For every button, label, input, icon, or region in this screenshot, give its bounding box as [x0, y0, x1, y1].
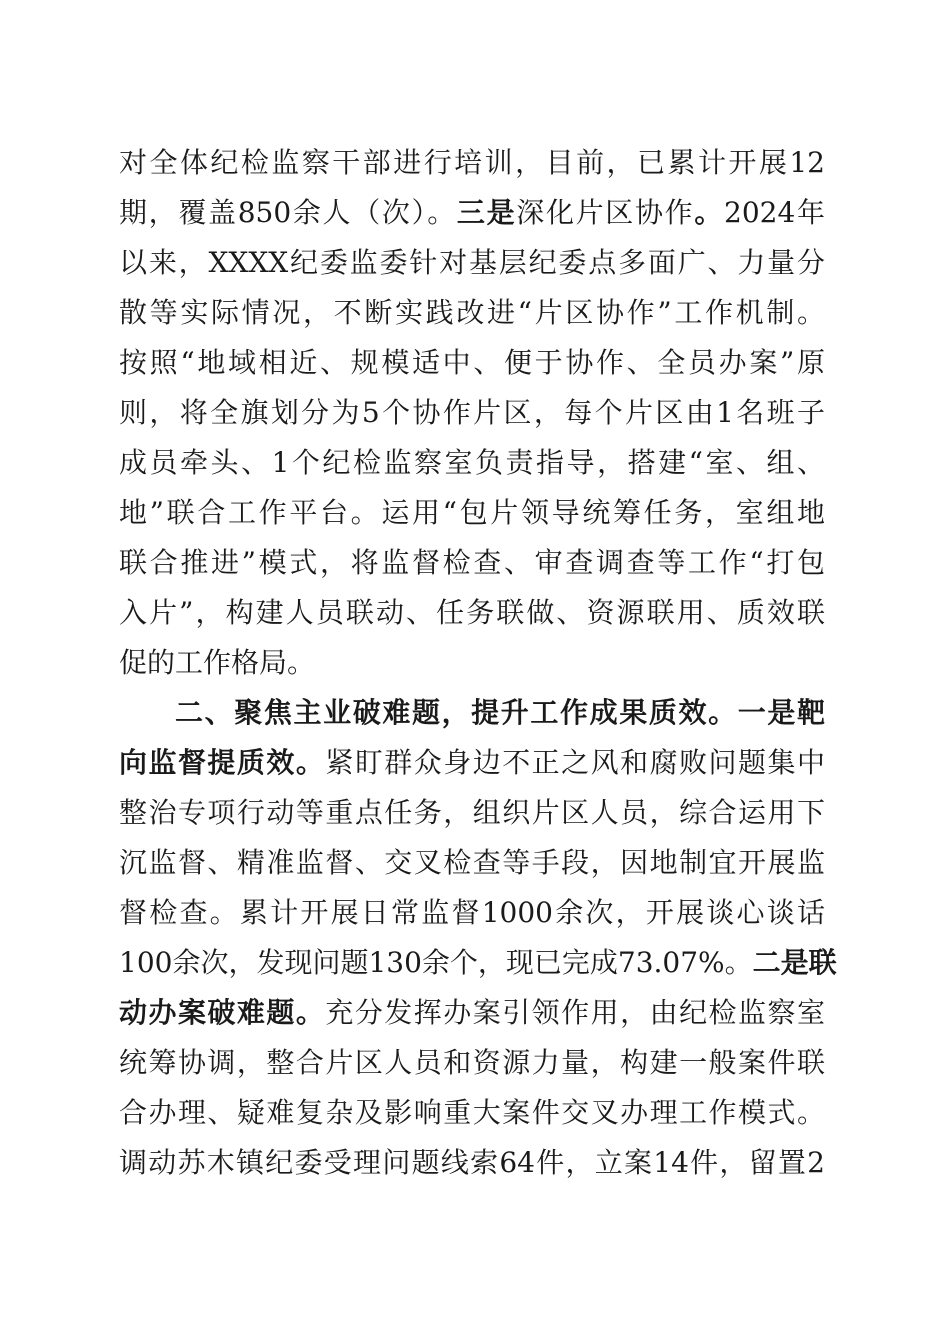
text-line: 动办案破难题。充分发挥办案引领作用，由纪检监察室 — [119, 996, 825, 1029]
text-line: 散等实际情况，不断实践改进“片区协作”工作机制。 — [119, 296, 825, 329]
text-line: 促的工作格局。 — [119, 646, 316, 679]
text-line: 地”联合工作平台。运用“包片领导统筹任务，室组地 — [119, 496, 825, 529]
text-line: 整治专项行动等重点任务，组织片区人员，综合运用下 — [119, 796, 825, 829]
text-line: 按照“地域相近、规模适中、便于协作、全员办案”原 — [119, 346, 825, 379]
text-line: 向监督提质效。紧盯群众身边不正之风和腐败问题集中 — [119, 746, 825, 779]
text-line: 入片”，构建人员联动、任务联做、资源联用、质效联 — [119, 596, 825, 629]
text-line: 成员牵头、1个纪检监察室负责指导，搭建“室、组、 — [119, 446, 825, 479]
text-line: 期，覆盖850余人（次）。三是深化片区协作。2024年 — [119, 196, 825, 229]
text-line: 联合推进”模式，将监督检查、审查调查等工作“打包 — [119, 546, 825, 579]
text-line: 100余次，发现问题130余个，现已完成73.07%。二是联 — [119, 946, 837, 979]
section-heading-line: 二、聚焦主业破难题，提升工作成果质效。一是靶 — [175, 696, 825, 729]
text-line: 对全体纪检监察干部进行培训，目前，已累计开展12 — [119, 146, 825, 179]
text-line: 督检查。累计开展日常监督1000余次，开展谈心谈话 — [119, 896, 825, 929]
text-line: 调动苏木镇纪委受理问题线索64件，立案14件，留置2 — [119, 1146, 825, 1179]
text-line: 合办理、疑难复杂及影响重大案件交叉办理工作模式。 — [119, 1096, 825, 1129]
text-line: 以来，XXXX纪委监委针对基层纪委点多面广、力量分 — [119, 246, 825, 279]
text-line: 沉监督、精准监督、交叉检查等手段，因地制宜开展监 — [119, 846, 825, 879]
text-line: 则，将全旗划分为5个协作片区，每个片区由1名班子 — [119, 396, 825, 429]
document-body — [119, 138, 837, 1188]
text-line: 统筹协调，整合片区人员和资源力量，构建一般案件联 — [119, 1046, 825, 1079]
